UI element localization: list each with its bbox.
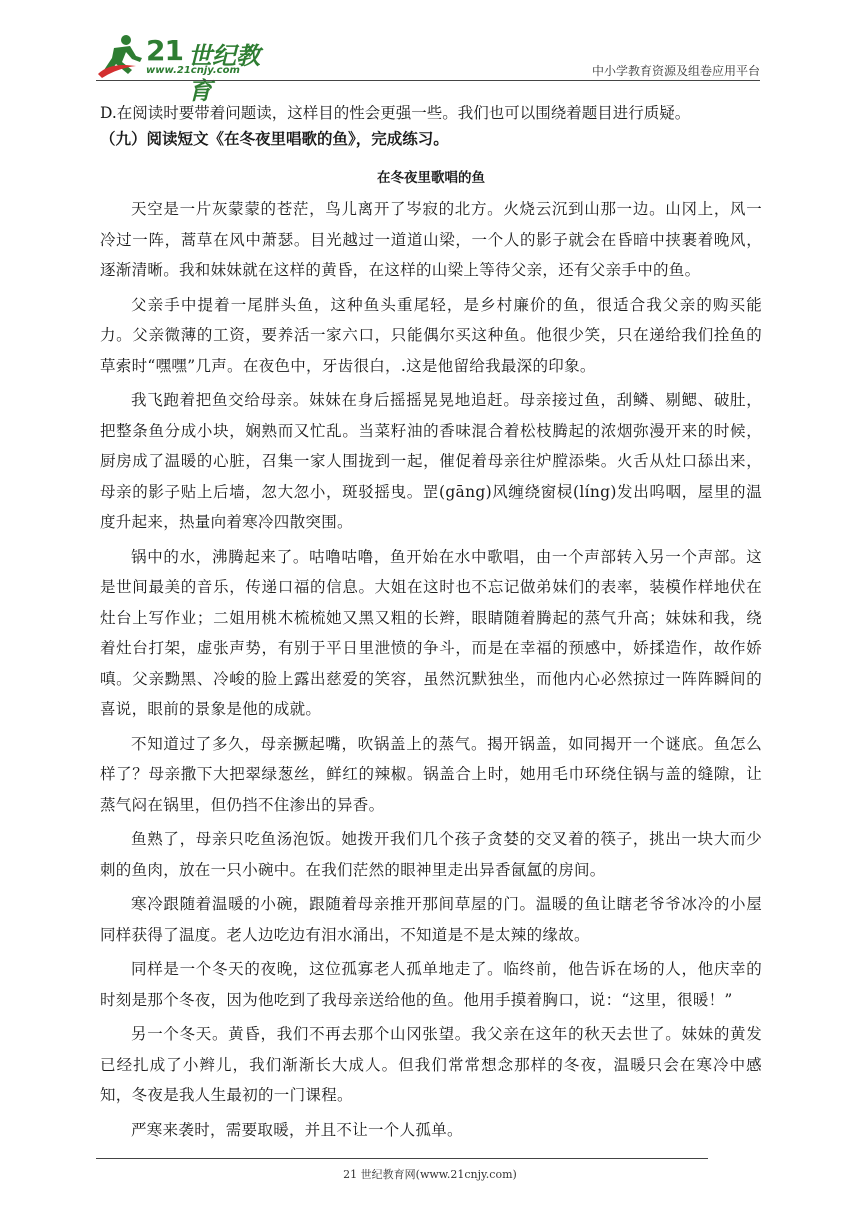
logo-number: 21 bbox=[146, 34, 183, 67]
runner-logo-icon bbox=[96, 32, 148, 78]
paragraph: 我飞跑着把鱼交给母亲。妹妹在身后摇摇晃晃地追赶。母亲接过鱼，刮鳞、剔鳃、破肚，把整条鱼分成小块，娴熟而又忙乱。当菜籽油的香味混合着松枝腾起的浓烟弥漫开来的时候，厨房成了温暖的心脏，召集一家人围拢到一起，催促着母亲往炉膛添柴。火舌从灶口舔出来，母亲的影子贴上后墙，忽大忽小，斑驳摇曳。罡(gāng)风缠绕窗棂(líng)发出呜咽，屋里的温度升起来，热量向着寒冷四散突围。 bbox=[100, 391, 762, 531]
paragraph: 寒冷跟随着温暖的小碗，跟随着母亲推开那间草屋的门。温暖的鱼让瞎老爷爷冰冷的小屋同样获得了温度。老人边吃边有泪水涌出，不知道是不是太辣的缘故。 bbox=[100, 895, 762, 944]
platform-name: 中小学教育资源及组卷应用平台 bbox=[591, 64, 760, 78]
option-d: D.在阅读时要带着问题读，这样目的性会更强一些。我们也可以围绕着题目进行质疑。 bbox=[100, 104, 691, 122]
logo-url: www.21cnjy.com bbox=[146, 65, 240, 76]
paragraph: 鱼熟了，母亲只吃鱼汤泡饭。她拨开我们几个孩子贪婪的交叉着的筷子，挑出一块大而少刺的鱼肉，放在一只小碗中。在我们茫然的眼神里走出异香氤氲的房间。 bbox=[100, 830, 762, 879]
logo-name: 世纪教育 bbox=[188, 42, 260, 105]
paragraph: 父亲手中提着一尾胖头鱼，这种鱼头重尾轻，是乡村廉价的鱼，很适合我父亲的购买能力。父亲微薄的工资，要养活一家六口，只能偶尔买这种鱼。他很少笑，只在递给我们拴鱼的草索时“嘿嘿”几声。在夜色中，牙齿很白，.这是他留给我最深的印象。 bbox=[100, 295, 762, 375]
page-header bbox=[96, 30, 760, 105]
paragraph: 另一个冬天。黄昏，我们不再去那个山冈张望。我父亲在这年的秋天去世了。妹妹的黄发已经扎成了小辫儿，我们渐渐长大成人。但我们常常想念那样的冬夜，温暖只会在寒冷中感知，冬夜是我人生最初的一门课程。 bbox=[100, 1025, 762, 1104]
page-content bbox=[100, 100, 762, 1149]
paragraph: 天空是一片灰蒙蒙的苍茫，鸟儿离开了岑寂的北方。火烧云沉到山那一边。山冈上，风一冷过一阵，蒿草在风中萧瑟。目光越过一道道山梁，一个人的影子就会在昏暗中挟裹着晚风，逐渐清晰。我和妹妹就在这样的黄昏，在这样的山梁上等待父亲，还有父亲手中的鱼。 bbox=[100, 200, 762, 279]
paragraph: 同样是一个冬天的夜晚，这位孤寡老人孤单地走了。临终前，他告诉在场的人，他庆幸的时刻是那个冬夜，因为他吃到了我母亲送给他的鱼。他用手摸着胸口，说：“这里，很暖！” bbox=[100, 960, 762, 1009]
paragraph: 严寒来袭时，需要取暖，并且不让一个人孤单。 bbox=[131, 1120, 463, 1139]
paragraph: 不知道过了多久，母亲撅起嘴，吹锅盖上的蒸气。揭开锅盖，如同揭开一个谜底。鱼怎么样了？母亲撒下大把翠绿葱丝，鲜红的辣椒。锅盖合上时，她用毛巾环绕住锅与盖的缝隙，让蒸气闷在锅里，但仍挡不住渗出的异香。 bbox=[100, 734, 762, 814]
footer-divider bbox=[96, 1158, 708, 1159]
page-footer[interactable]: 21 世纪教育网(www.21cnjy.com) bbox=[343, 1168, 517, 1181]
header-divider bbox=[96, 80, 760, 81]
section-title: （九）阅读短文《在冬夜里唱歌的鱼》，完成练习。 bbox=[100, 130, 449, 148]
paragraph: 锅中的水，沸腾起来了。咕噜咕噜，鱼开始在水中歌唱，由一个声部转入另一个声部。这是世间最美的音乐，传递口福的信息。大姐在这时也不忘记做弟妹们的表率，装模作样地伏在灶台上写作业；二姐用桃木梳梳她又黑又粗的长辫，眼睛随着腾起的蒸气升高；妹妹和我，绕着灶台打架，虚张声势，有别于平日里泄愤的争斗，而是在幸福的预感中，娇揉造作，故作娇嗔。父亲黝黑、冷峻的脸上露出慈爱的笑容，虽然沉默独坐，而他内心必然掠过一阵阵瞬间的喜说，眼前的景象是他的成就。 bbox=[100, 547, 762, 718]
article-title: 在冬夜里歌唱的鱼 bbox=[377, 170, 485, 186]
site-logo[interactable] bbox=[96, 30, 266, 105]
article-body bbox=[100, 194, 762, 1145]
